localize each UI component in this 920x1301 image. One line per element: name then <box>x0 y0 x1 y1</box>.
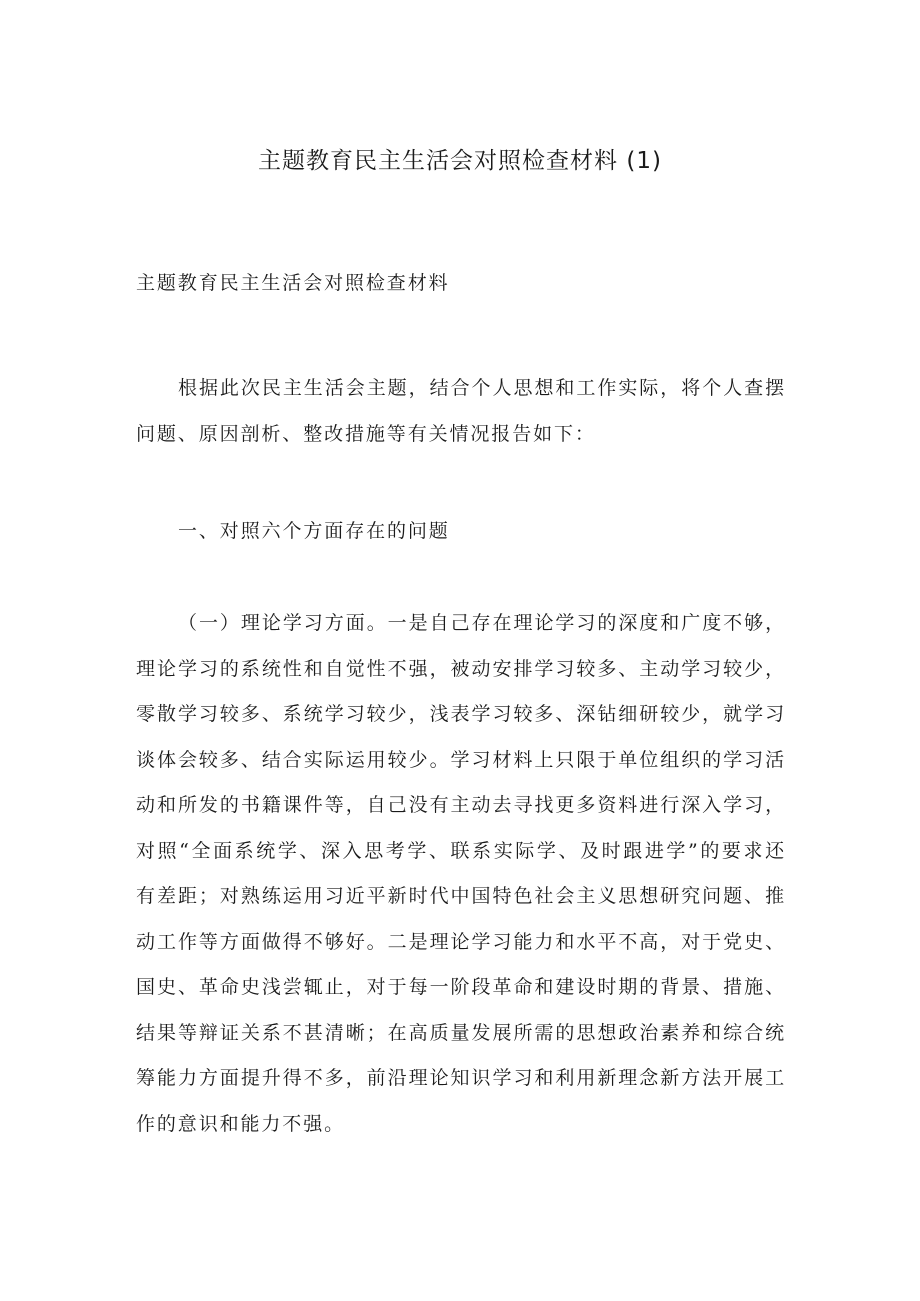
theory-study-paragraph: （一）理论学习方面。一是自己存在理论学习的深度和广度不够，理论学习的系统性和自觉性不强，被动安排学习较多、主动学习较少，零散学习较多、系统学习较少，浅表学习较多、深钻细研较少，就学习谈体会较多、结合实际运用较少。学习材料上只限于单位组织的学习活动和所发的书籍课件等，自己没有主动去寻找更多资料进行深入学习，对照“全面系统学、深入思考学、联系实际学、及时跟进学”的要求还有差距；对熟练运用习近平新时代中国特色社会主义思想研究问题、推动工作等方面做得不够好。二是理论学习能力和水平不高，对于党史、国史、革命史浅尝辄止，对于每一阶段革命和建设时期的背景、措施、结果等辩证关系不甚清晰；在高质量发展所需的思想政治素养和综合统筹能力方面提升得不多，前沿理论知识学习和利用新理念新方法开展工作的意识和能力不强。 <box>136 612 786 1135</box>
document-title: 主题教育民主生活会对照检查材料 (1) <box>258 148 662 174</box>
intro-paragraph: 根据此次民主生活会主题，结合个人思想和工作实际，将个人查摆问题、原因剖析、整改措施等有关情况报告如下： <box>136 377 786 445</box>
section-heading: 一、对照六个方面存在的问题 <box>178 520 450 542</box>
document-subtitle: 主题教育民主生活会对照检查材料 <box>136 272 450 294</box>
